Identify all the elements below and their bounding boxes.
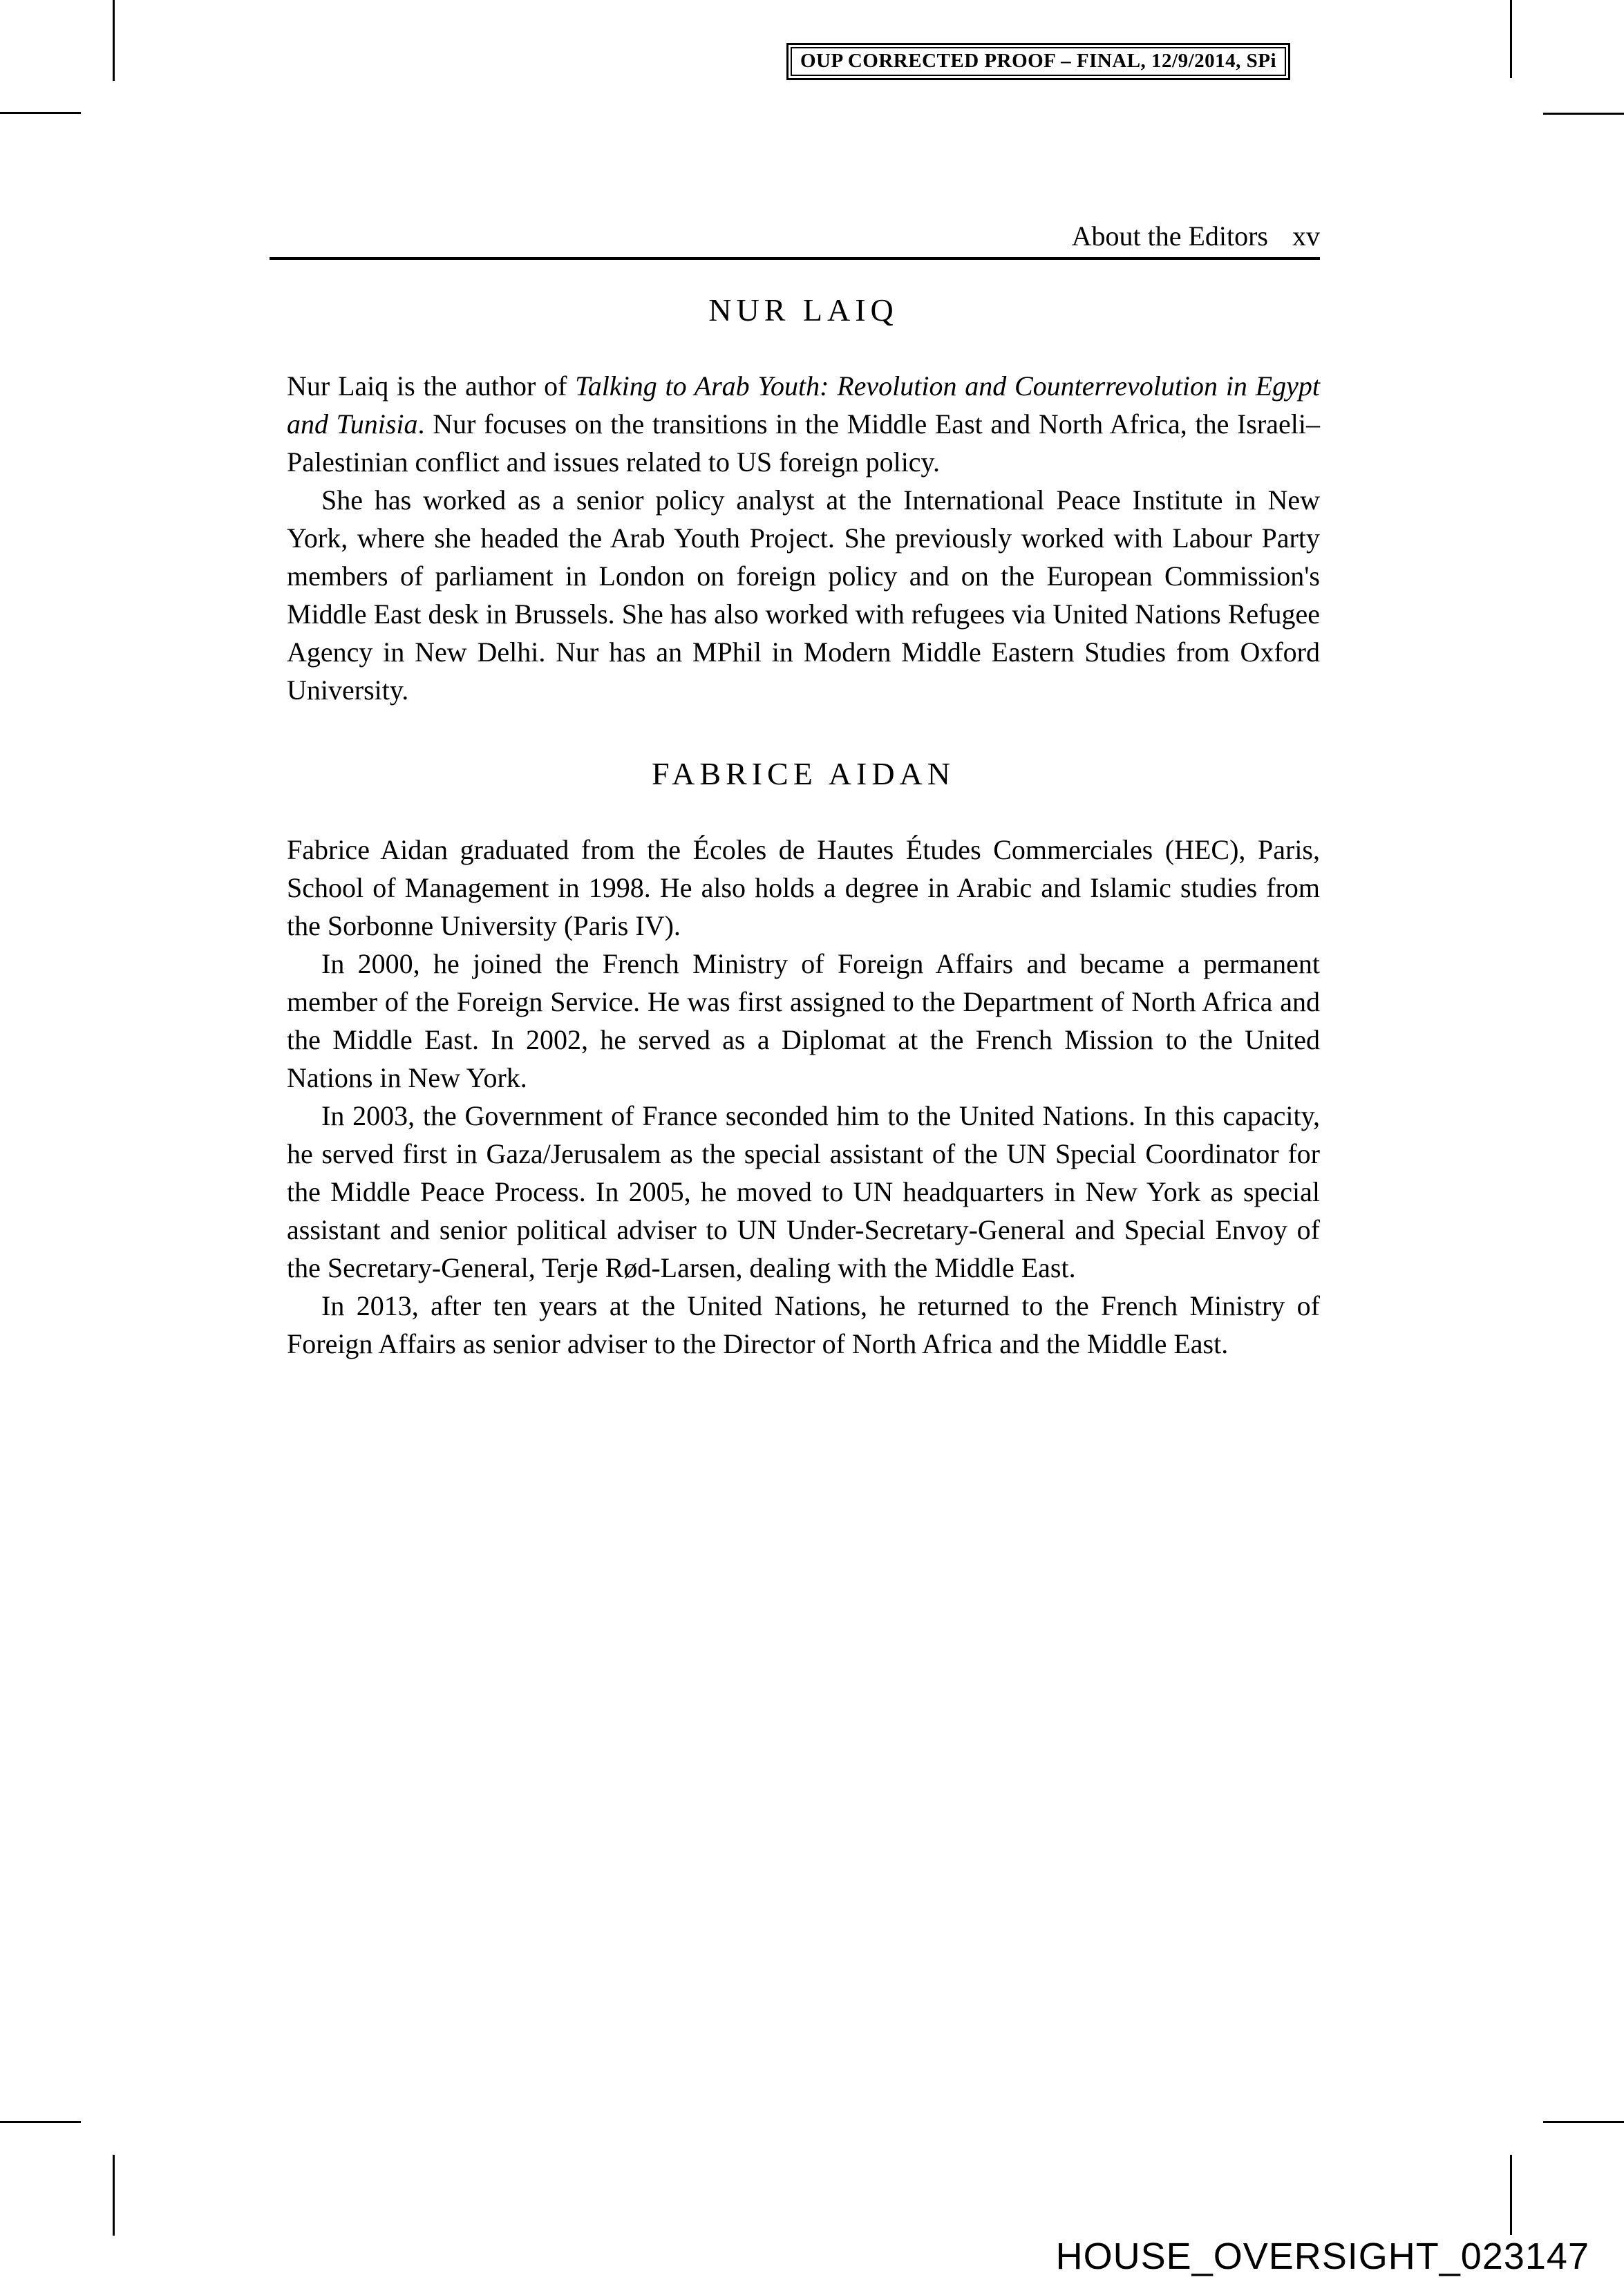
bio-paragraph bbox=[287, 367, 1320, 481]
crop-mark-bottom-left-horizontal bbox=[0, 2121, 81, 2123]
crop-mark-bottom-right-horizontal bbox=[1543, 2121, 1624, 2123]
crop-mark-top-left-horizontal bbox=[0, 112, 81, 114]
crop-mark-bottom-left-vertical bbox=[113, 2155, 115, 2236]
bio-paragraph bbox=[287, 481, 1320, 709]
proof-banner bbox=[786, 43, 1290, 80]
bates-stamp-watermark: HOUSE_OVERSIGHT_023147 bbox=[1055, 2236, 1589, 2277]
text-run: In 2003, the Government of France seconded him to the United Nations. In this capacity, he served first in Gaza/Jerusalem as the special assistant of the UN Special Coordinator for the Middle Peace Process. In 2005, he moved to UN headquarters in New York as special assistant and senior political adviser to UN Under-Secretary-General and Special Envoy of the Secretary-General, Terje Rød-Larsen, dealing with the Middle East. bbox=[287, 1100, 1320, 1283]
text-run: Nur Laiq is the author of bbox=[287, 370, 576, 402]
text-run: She has worked as a senior policy analyst at the International Peace Institute in New York, where she headed the Arab Youth Project. She previously worked with Labour Party members of parliament in London on foreign policy and on the European Commission's Middle East desk in Brussels. She has also worked with refugees via United Nations Refugee Agency in New Delhi. Nur has an MPhil in Modern Middle Eastern Studies from Oxford University. bbox=[287, 484, 1320, 706]
proof-banner-text: OUP CORRECTED PROOF – FINAL, 12/9/2014, SPi bbox=[791, 47, 1286, 76]
editor-section bbox=[287, 294, 1320, 709]
crop-mark-top-left-vertical bbox=[113, 0, 115, 81]
section-heading: NUR LAIQ bbox=[708, 292, 898, 328]
header-rule bbox=[270, 257, 1320, 260]
sections-container bbox=[287, 294, 1320, 1363]
bio-paragraph bbox=[287, 1097, 1320, 1287]
editor-section bbox=[287, 757, 1320, 1363]
running-header-title: About the Editors bbox=[1071, 220, 1268, 252]
book-title-italic: Talking to Arab Youth: Revolution and Counterrevolution in Egypt and Tunisia bbox=[287, 370, 1320, 440]
text-run: . Nur focuses on the transitions in the Middle East and North Africa, the Israeli–Palestinian conflict and issues related to US foreign policy. bbox=[287, 408, 1320, 478]
text-run: Fabrice Aidan graduated from the Écoles de Hautes Études Commerciales (HEC), Paris, School of Management in 1998. He also holds a degree in Arabic and Islamic studies from the Sorbonne University (Paris IV). bbox=[287, 834, 1320, 941]
crop-mark-top-right-vertical bbox=[1510, 0, 1512, 78]
crop-mark-bottom-right-vertical bbox=[1510, 2155, 1512, 2235]
text-run: In 2000, he joined the French Ministry of Foreign Affairs and became a permanent member of the Foreign Service. He was first assigned to the Department of North Africa and the Middle East. In 2002, he served as a Diplomat at the French Mission to the United Nations in New York. bbox=[287, 948, 1320, 1093]
bio-paragraph bbox=[287, 945, 1320, 1097]
bio-paragraph bbox=[287, 831, 1320, 945]
section-heading: FABRICE AIDAN bbox=[651, 756, 955, 791]
page-number: xv bbox=[1292, 220, 1320, 252]
bio-paragraph bbox=[287, 1287, 1320, 1363]
crop-mark-top-right-horizontal bbox=[1543, 113, 1624, 115]
running-header bbox=[287, 221, 1320, 252]
text-run: In 2013, after ten years at the United Nations, he returned to the French Ministry of Foreign Affairs as senior adviser to the Director of North Africa and the Middle East. bbox=[287, 1290, 1320, 1359]
